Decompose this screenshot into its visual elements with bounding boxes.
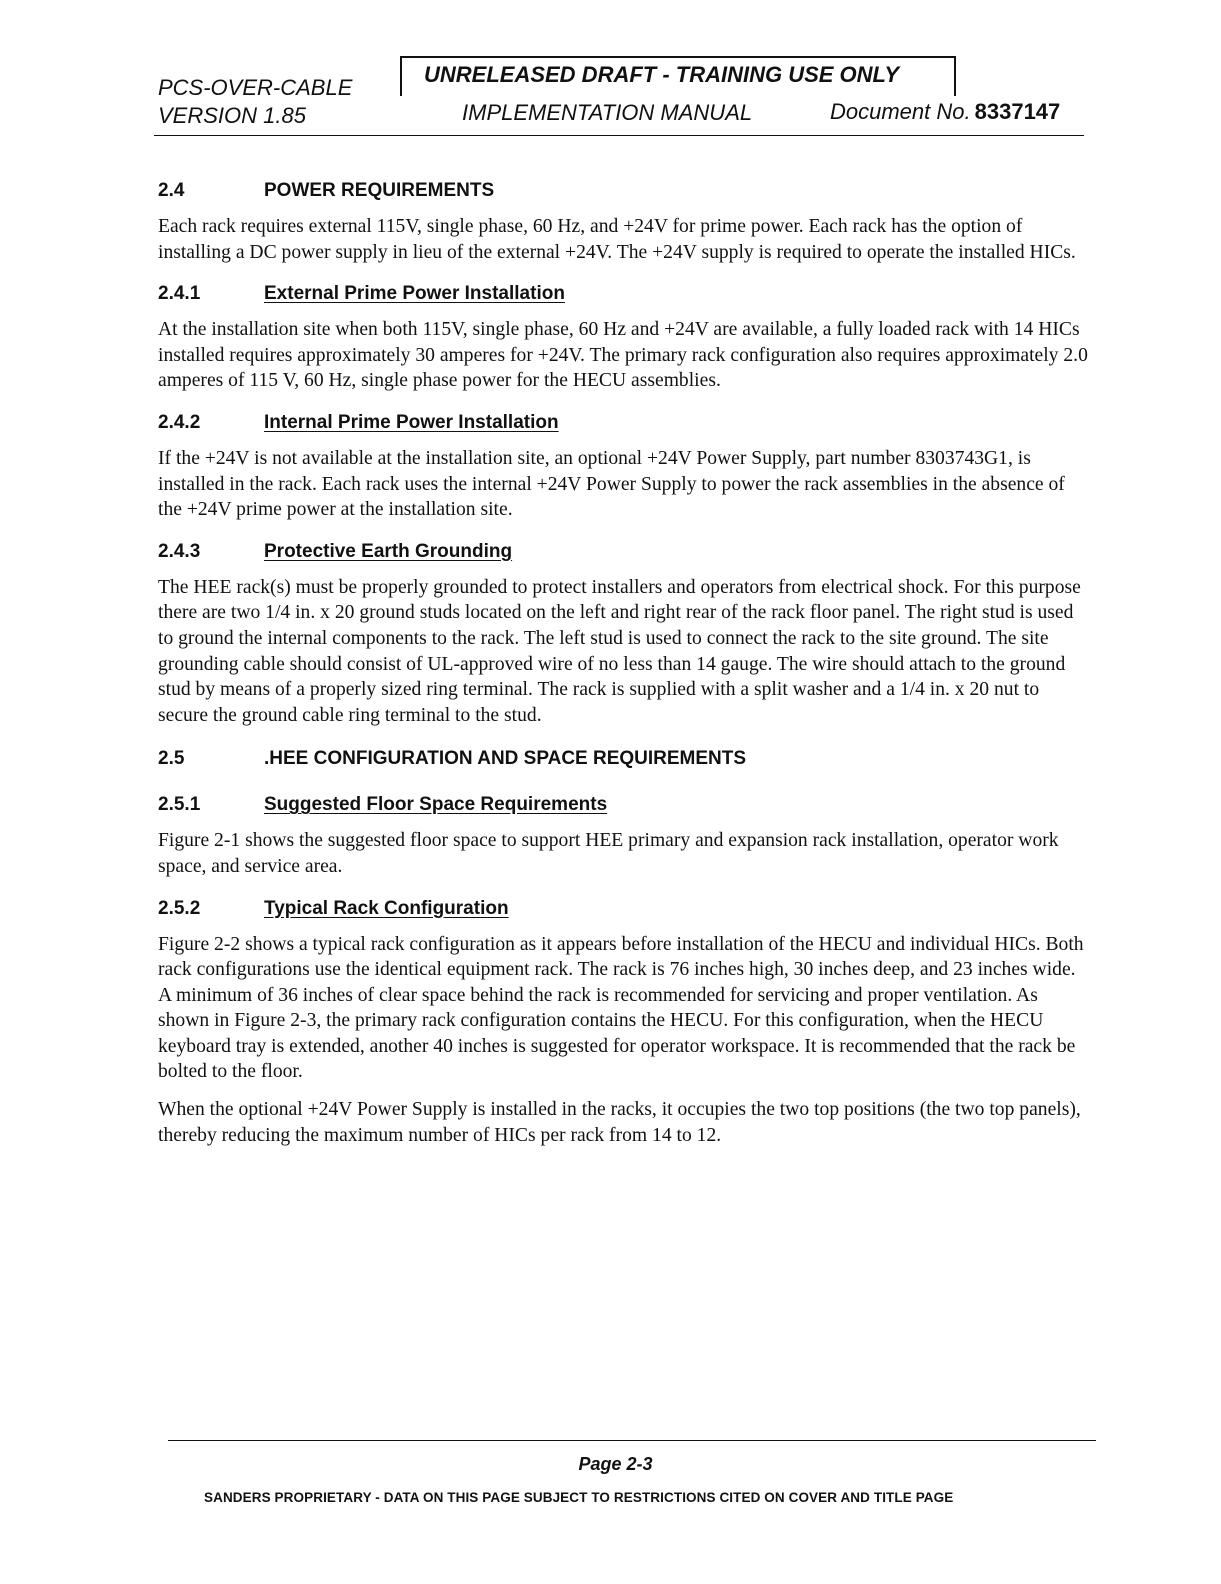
section-number: 2.5 bbox=[158, 748, 185, 770]
section-number: 2.5.1 bbox=[158, 794, 201, 816]
section-2-5-1 bbox=[158, 792, 1090, 879]
footer-page-number: Page 2-3 bbox=[578, 1454, 653, 1474]
section-heading bbox=[158, 539, 1090, 565]
section-paragraph: At the installation site when both 115V, single phase, 60 Hz and +24V are available, a fully loaded rack with 14 HICs installed requires approximately 30 amperes for +24V. The primary rack configuration also requires approximately 2.0 amperes of 115 V, 60 Hz, single phase power for the HECU assemblies. bbox=[158, 319, 1088, 392]
section-heading bbox=[158, 792, 1090, 818]
section-title: Suggested Floor Space Requirements bbox=[264, 794, 608, 816]
header-draft-notice: UNRELEASED DRAFT - TRAINING USE ONLY bbox=[424, 62, 900, 87]
header-doc-number: 8337147 bbox=[974, 99, 1061, 124]
header-left-block bbox=[158, 74, 352, 130]
section-heading bbox=[158, 896, 1090, 922]
section-paragraph: If the +24V is not available at the installation site, an optional +24V Power Supply, part number 8303743G1, is installed in the rack. Each rack uses the internal +24V Power Supply to power the rack assemblies in the absence of the +24V prime power at the installation site. bbox=[158, 447, 1065, 521]
section-title: Protective Earth Grounding bbox=[264, 540, 513, 562]
section-title: Typical Rack Configuration bbox=[264, 897, 509, 919]
header-manual-title: IMPLEMENTATION MANUAL bbox=[462, 100, 753, 125]
document-body bbox=[158, 178, 1090, 1148]
section-number: 2.5.2 bbox=[158, 897, 201, 919]
section-paragraph: The HEE rack(s) must be properly grounded to protect installers and operators from electrical shock. For this purpose there are two 1/4 in. x 20 ground studs located on the left and right rear of the rack floor panel. The right stud is used to ground the internal components to the rack. The left stud is used to connect the rack to the site ground. The site grounding cable should consist of UL-approved wire of no less than 14 gauge. The wire should attach to the ground stud by means of a properly sized ring terminal. The rack is supplied with a split washer and a 1/4 in. x 20 nut to secure the ground cable ring terminal to the stud. bbox=[158, 576, 1081, 726]
section-paragraph: When the optional +24V Power Supply is installed in the racks, it occupies the two top positions (the two top panels), thereby reducing the maximum number of HICs per rack from 14 to 12. bbox=[158, 1099, 1081, 1146]
section-number: 2.4.1 bbox=[158, 283, 201, 305]
section-2-4 bbox=[158, 178, 1090, 265]
section-number: 2.4.3 bbox=[158, 540, 201, 562]
header-document-number bbox=[830, 99, 1060, 125]
footer-proprietary-notice: SANDERS PROPRIETARY - DATA ON THIS PAGE SUBJECT TO RESTRICTIONS CITED ON COVER AND TITLE PAGE bbox=[204, 1490, 954, 1505]
header-rule bbox=[154, 135, 1084, 136]
header-version: VERSION 1.85 bbox=[158, 103, 306, 128]
section-heading bbox=[158, 410, 1090, 436]
section-title: .HEE CONFIGURATION AND SPACE REQUIREMENTS bbox=[264, 748, 747, 770]
section-2-4-2 bbox=[158, 410, 1090, 523]
section-2-5 bbox=[158, 746, 1090, 772]
section-2-5-2 bbox=[158, 896, 1090, 1149]
section-number: 2.4 bbox=[158, 180, 185, 201]
header-doc-label: Document No. bbox=[830, 99, 971, 124]
section-heading bbox=[158, 281, 1090, 307]
section-title: External Prime Power Installation bbox=[264, 283, 565, 305]
section-heading bbox=[158, 178, 1090, 204]
section-2-4-1 bbox=[158, 281, 1090, 394]
section-number: 2.4.2 bbox=[158, 411, 201, 433]
section-title: Internal Prime Power Installation bbox=[264, 411, 559, 433]
section-title: POWER REQUIREMENTS bbox=[264, 180, 495, 201]
section-paragraph: Figure 2-1 shows the suggested floor space to support HEE primary and expansion rack installation, operator work space, and service area. bbox=[158, 830, 1059, 877]
section-heading bbox=[158, 746, 1090, 772]
section-paragraph: Figure 2-2 shows a typical rack configuration as it appears before installation of the HECU and individual HICs. Both rack configurations use the identical equipment rack. The rack is 76 inches high, 30 inches deep, and 23 inches wide. A minimum of 36 inches of clear space behind the rack is recommended for servicing and proper ventilation. As shown in Figure 2-3, the primary rack configuration contains the HECU. For this configuration, when the HECU keyboard tray is extended, another 40 inches is suggested for operator workspace. It is recommended that the rack be bolted to the floor. bbox=[158, 933, 1084, 1083]
footer-rule bbox=[168, 1440, 1096, 1441]
header-product: PCS-OVER-CABLE bbox=[158, 75, 353, 100]
section-2-4-3 bbox=[158, 539, 1090, 729]
section-paragraph: Each rack requires external 115V, single phase, 60 Hz, and +24V for prime power. Each rack has the option of installing a DC power supply in lieu of the external +24V. The +24V supply is required to operate the installed HICs. bbox=[158, 216, 1076, 263]
